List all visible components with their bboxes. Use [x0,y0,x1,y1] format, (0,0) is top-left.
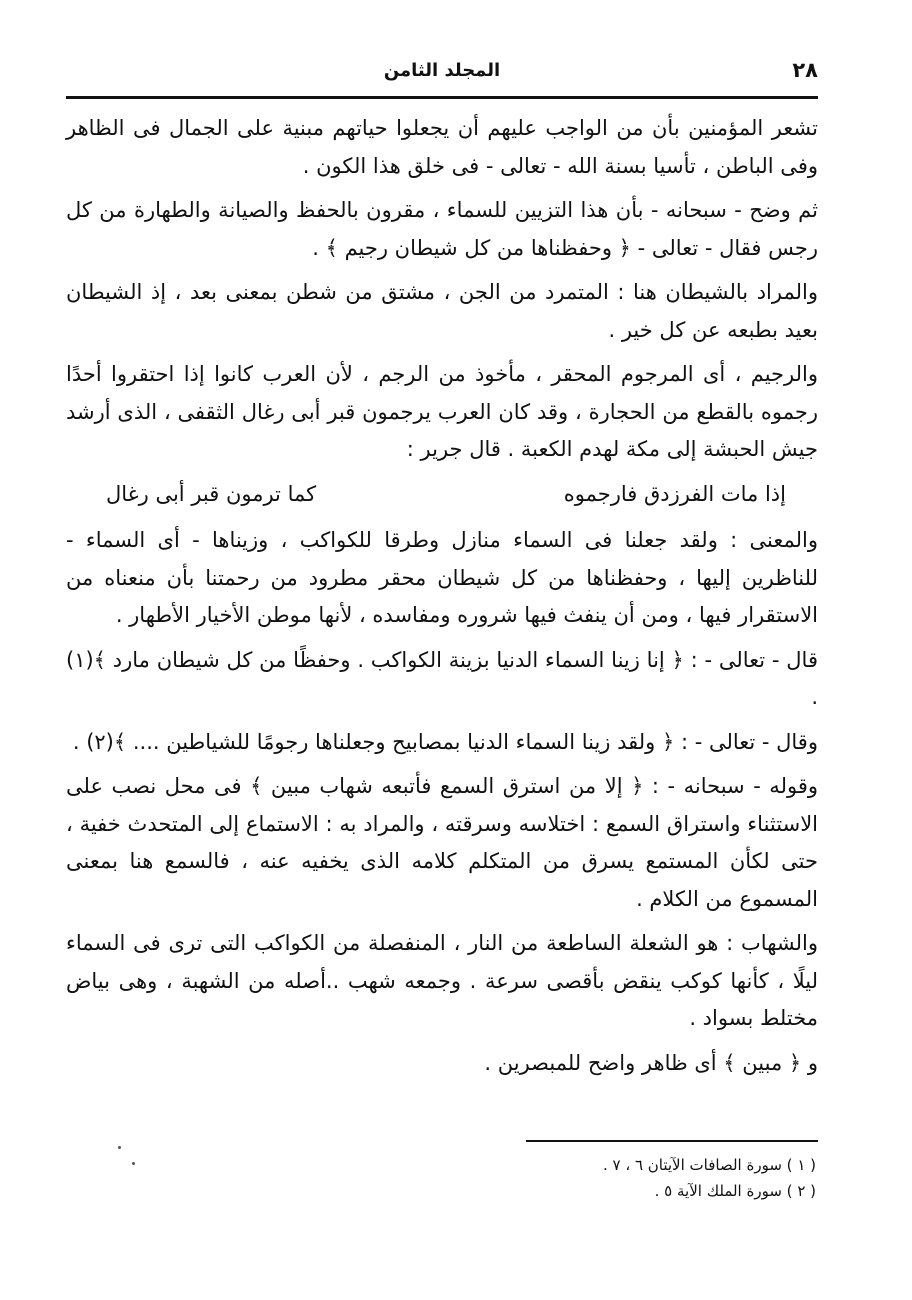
paragraph: وقوله - سبحانه - : ﴿ إلا من استرق السمع فأتبعه شهاب مبين ﴾ فى محل نصب على الاستثناء واستراق السمع : اختلاسه وسرقته ، والمراد به : الاستماع إلى المتحدث خفية ، حتى لكأن المستمع يسرق من المتكلم كلامه الذى يخفيه عنه ، فالسمع هنا بمعنى المسموع من الكلام . [66,774,818,911]
scan-speck [132,1162,135,1165]
footnote: ( ٢ ) سورة الملك الآية ٥ . [654,1182,816,1200]
footnote: ( ١ ) سورة الصافات الآيتان ٦ ، ٧ . [602,1156,816,1174]
paragraph: وقال - تعالى - : ﴿ ولقد زينا السماء الدنيا بمصابيح وجعلناها رجومًا للشياطين .... ﴾(٢) . [72,729,818,754]
verse-second-hemistich: كما ترمون قبر أبى رغال [106,481,317,506]
paragraph: ثم وضح - سبحانه - بأن هذا التزيين للسماء ، مقرون بالحفظ والصيانة والطهارة من كل رجس فقال - تعالى - ﴿ وحفظناها من كل شيطان رجيم ﴾ . [66,198,818,260]
paragraph: و ﴿ مبين ﴾ أى ظاهر واضح للمبصرين . [484,1050,818,1075]
page-header [66,56,818,90]
page-number: ٢٨ [792,58,818,82]
poetry-verse [66,476,818,514]
body-text [66,110,818,1089]
paragraph: تشعر المؤمنين بأن من الواجب عليهم أن يجعلوا حياتهم مبنية على الجمال فى الظاهر وفى الباطن ، تأسيا بسنة الله - تعالى - فى خلق هذا الكون . [66,116,818,178]
paragraph: والشهاب : هو الشعلة الساطعة من النار ، المنفصلة من الكواكب التى ترى فى السماء ليلًا ، كأنها كوكب ينقض بأقصى سرعة . وجمعه شهب ..أصله من الشهبة ، وهى بياض مختلط بسواد . [66,931,818,1030]
paragraph: والمعنى : ولقد جعلنا فى السماء منازل وطرقا للكواكب ، وزيناها - أى السماء - للناظرين إليها ، وحفظناها من كل شيطان محقر مطرود من رحمتنا بأن منعناه من الاستقرار فيها ، ومن أن ينفث فيها شروره ومفاسده ، لأنها موطن الأخيار الأطهار . [66,528,818,627]
scan-speck [118,1146,121,1149]
footnotes [396,1152,816,1204]
running-title: المجلد الثامن [383,60,501,81]
paragraph: قال - تعالى - : ﴿ إنا زينا السماء الدنيا بزينة الكواكب . وحفظًا من كل شيطان مارد ﴾(١) . [66,647,818,709]
verse-first-hemistich: إذا مات الفرزدق فارجموه [563,481,786,506]
paragraph: والمراد بالشيطان هنا : المتمرد من الجن ، مشتق من شطن بمعنى بعد ، إذ الشيطان بعيد بطبعه عن كل خير . [66,280,818,342]
header-rule [66,96,818,99]
footnote-rule [526,1140,818,1142]
paragraph: والرجيم ، أى المرجوم المحقر ، مأخوذ من الرجم ، لأن العرب كانوا إذا احتقروا أحدًا رجموه بالقطع من الحجارة ، وقد كان العرب يرجمون قبر أبى رغال الثقفى ، الذى أرشد جيش الحبشة إلى مكة لهدم الكعبة . قال جرير : [66,362,818,461]
